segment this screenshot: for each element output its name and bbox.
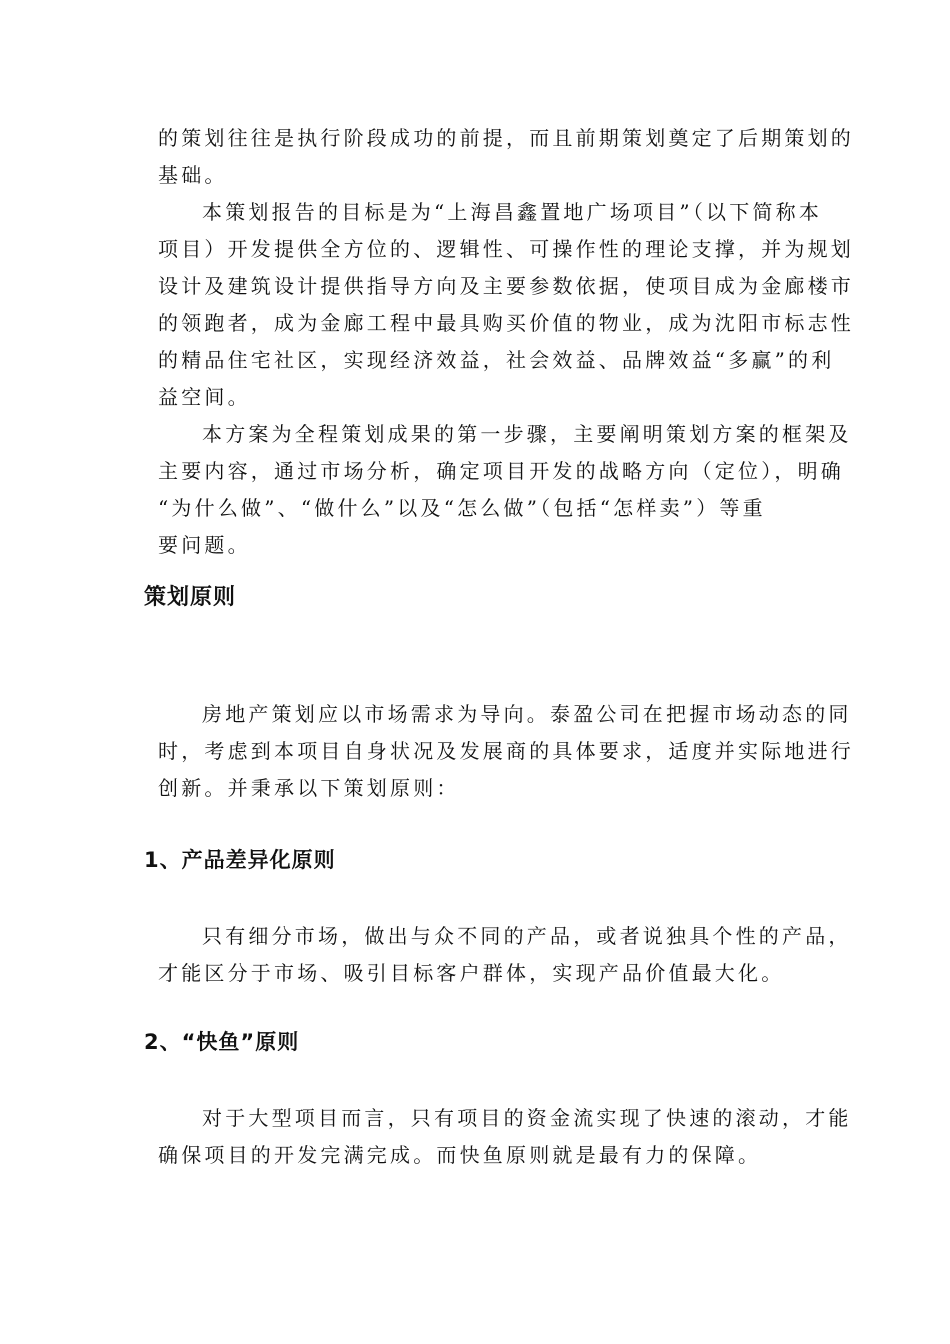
subheading-fast-fish: 2、“快鱼”原则 — [144, 1030, 300, 1054]
text-line: 项目）开发提供全方位的、逻辑性、可操作性的理论支撑，并为规划 — [158, 237, 854, 261]
text-line: 只有细分市场，做出与众不同的产品，或者说独具个性的产品， — [202, 924, 852, 948]
paragraph-principles-intro — [158, 696, 854, 807]
text-line: 对于大型项目而言，只有项目的资金流实现了快速的滚动，才能 — [202, 1106, 852, 1130]
text-line: 确保项目的开发完满完成。而快鱼原则就是最有力的保障。 — [158, 1143, 762, 1167]
paragraph-plan-scope — [158, 416, 852, 564]
text-line: 时，考虑到本项目自身状况及发展商的具体要求，适度并实际地进行 — [158, 739, 854, 763]
text-line: 主要内容，通过市场分析，确定项目开发的战略方向（定位），明确 — [158, 459, 844, 483]
subheading-product-differentiation: 1、产品差异化原则 — [144, 848, 336, 872]
text-line: 本方案为全程策划成果的第一步骤，主要阐明策划方案的框架及 — [202, 422, 852, 446]
text-line: “为什么做”、“做什么”以及“怎么做”（包括“怎样卖”）等重 — [158, 496, 766, 520]
text-line: 基础。 — [158, 163, 228, 187]
text-line: 房地产策划应以市场需求为导向。泰盈公司在把握市场动态的同 — [202, 702, 852, 726]
paragraph-intro-continuation — [158, 120, 854, 194]
text-line: 要问题。 — [158, 533, 251, 557]
text-line: 才能区分于市场、吸引目标客户群体，实现产品价值最大化。 — [158, 961, 785, 985]
text-line: 创新。并秉承以下策划原则： — [158, 776, 460, 800]
text-line: 的领跑者，成为金廊工程中最具购买价值的物业，成为沈阳市标志性 — [158, 311, 854, 335]
text-line: 益空间。 — [158, 385, 251, 409]
paragraph-product-differentiation — [158, 918, 852, 992]
text-line: 设计及建筑设计提供指导方向及主要参数依据，使项目成为金廊楼市 — [158, 274, 854, 298]
text-line: 本策划报告的目标是为“上海昌鑫置地广场项目”（以下简称本 — [202, 200, 823, 224]
text-line: 的精品住宅社区，实现经济效益，社会效益、品牌效益“多赢”的利 — [158, 348, 835, 372]
paragraph-fast-fish — [158, 1100, 852, 1174]
paragraph-report-goal — [158, 194, 854, 416]
text-line: 的策划往往是执行阶段成功的前提，而且前期策划奠定了后期策划的 — [158, 126, 854, 150]
section-heading-principles: 策划原则 — [144, 585, 237, 610]
